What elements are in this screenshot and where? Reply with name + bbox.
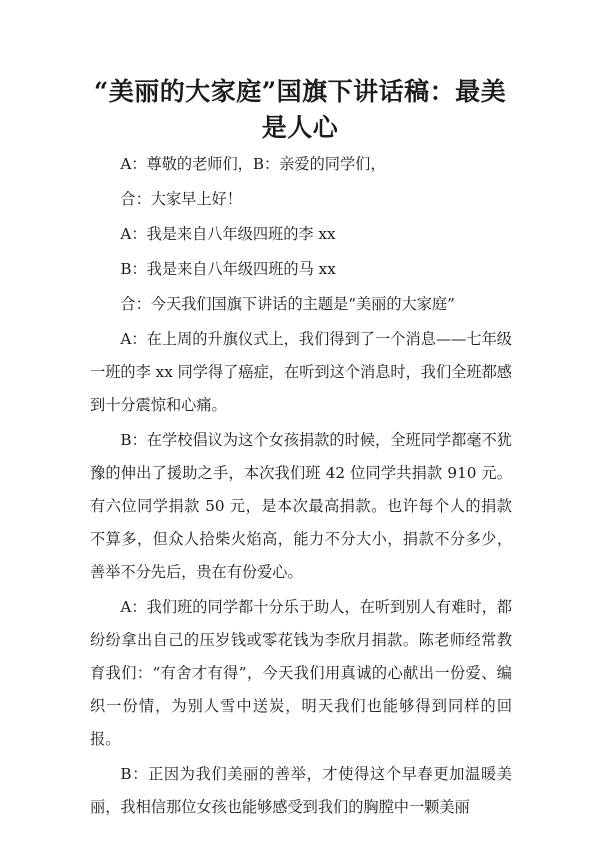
paragraph: 合：今天我们国旗下讲话的主题是“美丽的大家庭” [120,295,455,313]
paragraph: A：在上周的升旗仪式上，我们得到了一个消息——七年级一班的李 xx 同学得了癌症，在听到这个消息时，我们全班都感到十分震惊和心痛。 [90,330,512,414]
paragraph: B：在学校倡议为这个女孩捐款的时候，全班同学都毫不犹豫的伸出了援助之手，本次我们班 42 位同学共捐款 910 元。有六位同学捐款 50 元，是本次最高捐款。也许每个人的捐款不算多，但众人拾柴火焰高，能力不分大小，捐款不分多少，善举不分先后，贵在有份爱心。 [90,431,512,581]
paragraph: B：正因为我们美丽的善举，才使得这个早春更加温暖美丽，我相信那位女孩也能够感受到我们的胸膛中一颗美丽 [90,765,512,816]
paragraph: A：我们班的同学都十分乐于助人，在听到别人有难时，都纷纷拿出自己的压岁钱或零花钱为李欣月捐款。陈老师经常教育我们：“有舍才有得”，今天我们用真诚的心献出一份爱、编织一份情，为别人雪中送炭，明天我们也能够得到同样的回报。 [90,598,512,748]
document-body [90,148,512,826]
paragraph: B：我是来自八年级四班的马 xx [120,260,336,278]
paragraph: 合：大家早上好！ [120,190,242,208]
paragraph: A：我是来自八年级四班的李 xx [120,225,336,243]
paragraph: A：尊敬的老师们，B：亲爱的同学们， [120,155,386,173]
document-title: “美丽的大家庭”国旗下讲话稿：最美是人心 [93,77,507,142]
